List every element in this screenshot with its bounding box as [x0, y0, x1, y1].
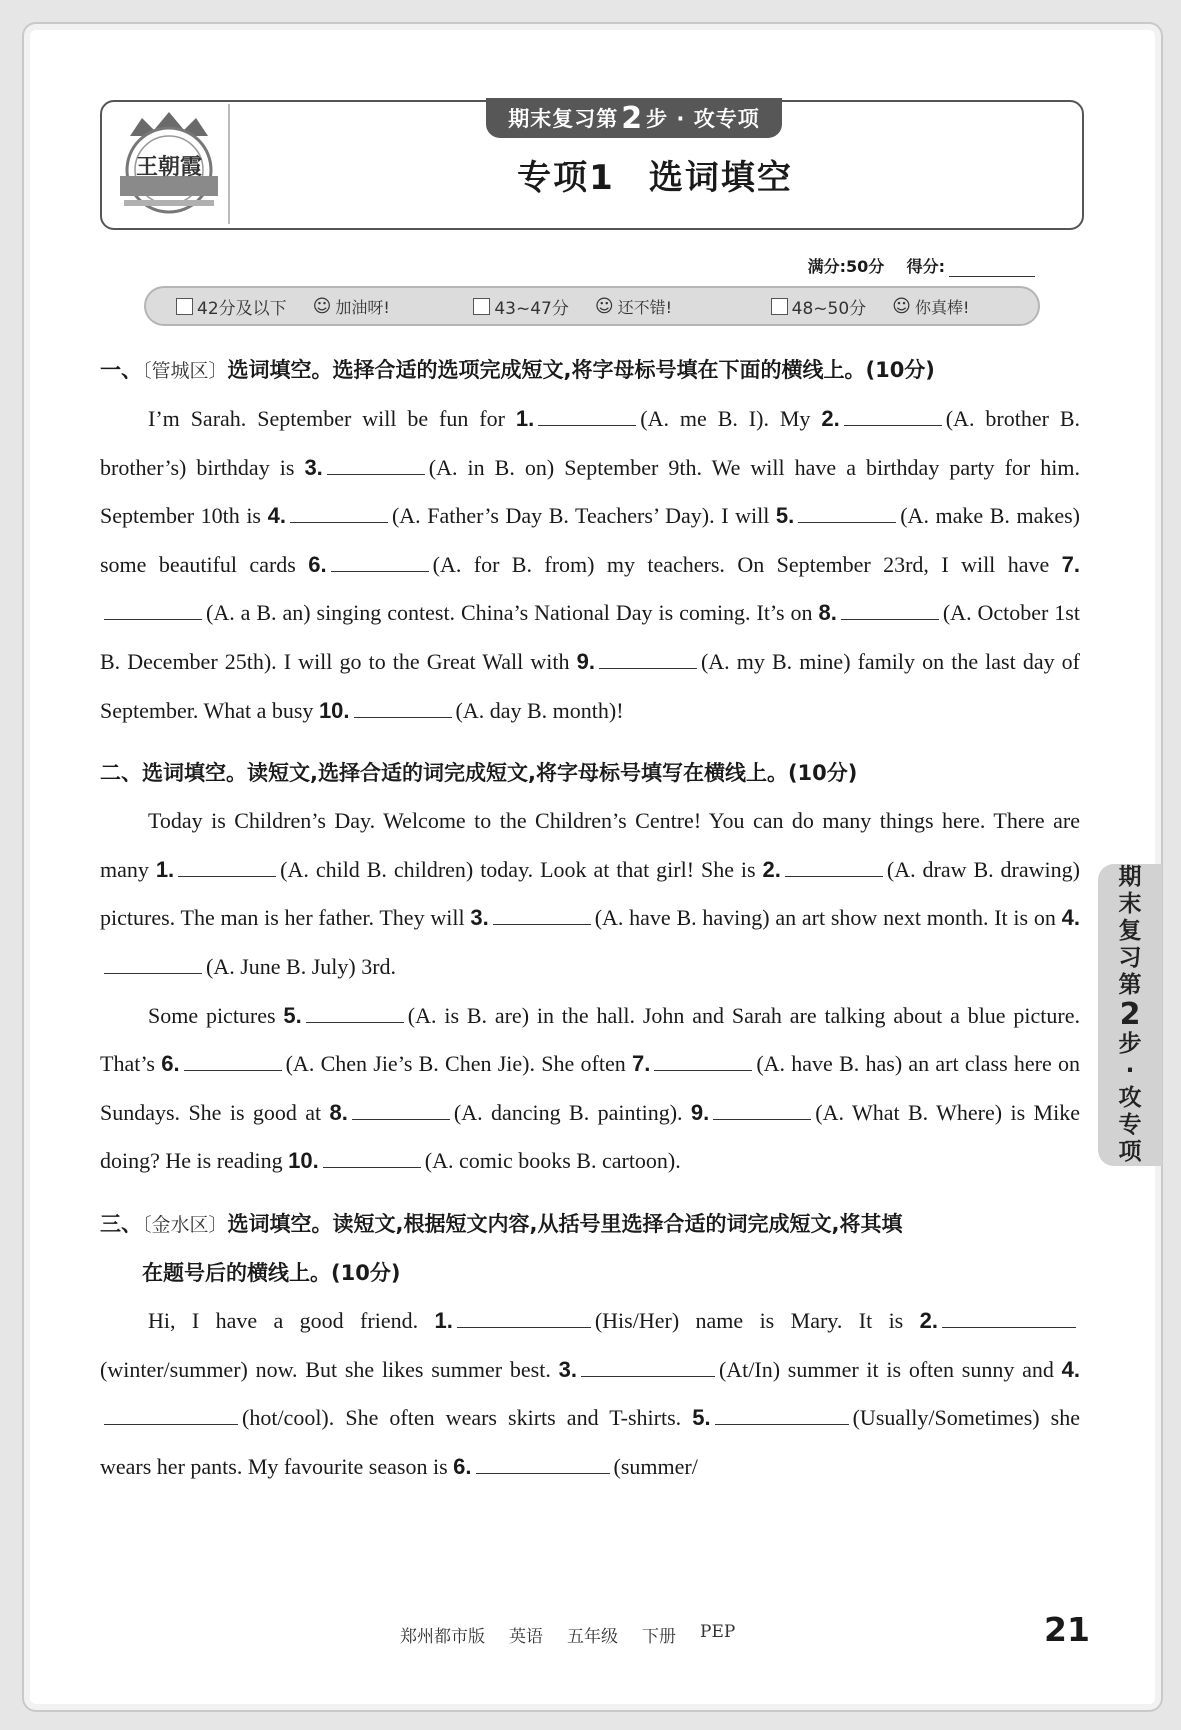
section3-number: 三、 [100, 1211, 142, 1236]
answer-blank[interactable] [354, 691, 452, 718]
score-line [808, 254, 1039, 277]
answer-blank[interactable] [476, 1447, 610, 1474]
rating-item [741, 294, 1038, 319]
footer-grade: 五年级 [567, 1627, 618, 1647]
answer-blank[interactable] [352, 1093, 450, 1120]
step-prefix: 期末复习第 [508, 107, 619, 131]
rating-range: 43~47分 [494, 298, 569, 319]
answer-blank[interactable] [104, 947, 202, 974]
answer-blank[interactable] [327, 448, 425, 475]
smiley-icon: ☺ [892, 295, 911, 317]
section1-number: 一、 [100, 358, 142, 382]
blank-number: 1. [155, 856, 175, 882]
blank-number: 3. [304, 454, 323, 480]
blank-number: 8. [329, 1099, 348, 1125]
blank-number: 5. [283, 1002, 302, 1028]
blank-number: 1. [515, 406, 535, 431]
blank-number: 2. [821, 406, 840, 431]
blank-number: 2. [919, 1307, 938, 1333]
side-step-tab: 期 末 复 习 第 2 步 · 攻 专 项 [1098, 864, 1162, 1166]
full-score-label: 满分:50分 [807, 257, 885, 276]
footer-series: PEP [700, 1622, 736, 1642]
answer-blank[interactable] [713, 1093, 811, 1120]
section3-heading [100, 1200, 1080, 1249]
answer-blank[interactable] [654, 1044, 752, 1071]
blank-number: 4. [1061, 905, 1080, 931]
footer-subject: 英语 [509, 1627, 543, 1647]
rating-praise: 加油呀! [335, 297, 390, 317]
rating-item [146, 294, 443, 319]
page-number: 21 [1044, 1610, 1090, 1649]
blank-number: 10. [318, 697, 350, 723]
answer-blank[interactable] [942, 1301, 1076, 1328]
answer-blank[interactable] [841, 593, 939, 620]
rating-praise: 你真棒! [914, 297, 970, 317]
district-tag: 〔管城区〕 [142, 360, 228, 382]
rating-checkbox[interactable] [473, 298, 490, 315]
answer-blank[interactable] [785, 850, 883, 877]
rating-praise: 还不错! [617, 297, 673, 317]
section1-passage: I’m Sarah. September will be fun for 1. (A. me B. I). My 2. (A. brother B. brother’s) birthday is 3. (A. in B. on) September 9th. We will have a birthday party for him. September 10th is 4. (A. Father’s Day B. Teachers’ Day). I will 5. (A. make B. makes) some beautiful cards 6. (A. for B. from) my teachers. On September 23rd, I will have 7.(A. a B. an) singing contest. China’s National Day is coming. It’s on 8. (A. October 1st B. December 25th). I will go to the Great Wall with 9. (A. my B. mine) family on the last day of September. What a busy 10. (A. day B. month)! [100, 395, 1080, 735]
answer-blank[interactable] [306, 996, 404, 1023]
blank-number: 9. [690, 1099, 710, 1125]
footer-edition: 郑州都市版 [400, 1627, 485, 1647]
footer [400, 1622, 900, 1647]
page-title [230, 150, 1080, 199]
answer-blank[interactable] [599, 642, 697, 669]
score-blank[interactable] [949, 260, 1035, 277]
blank-number: 5. [692, 1405, 711, 1431]
section2-passage-p2: Some pictures 5. (A. is B. are) in the hall. John and Sarah are talking about a blue picture. That’s 6. (A. Chen Jie’s B. Chen Jie). She often 7. (A. have B. has) an art class here on Sundays. She is good at 8. (A. dancing B. painting). 9. (A. What B. Where) is Mike doing? He is reading 10. (A. comic books B. cartoon). [100, 992, 1080, 1186]
publisher-logo [110, 104, 228, 222]
section1-heading [100, 346, 1080, 395]
rating-range: 42分及以下 [197, 298, 287, 319]
smiley-icon: ☺ [594, 295, 614, 317]
section3-passage: Hi, I have a good friend. 1. (His/Her) name is Mary. It is 2.(winter/summer) now. But she likes summer best. 3. (At/In) summer it is often sunny and 4.(hot/cool). She often wears skirts and T-shirts. 5. (Usually/Sometimes) she wears her pants. My favourite season is 6. (summer/ [100, 1297, 1080, 1491]
answer-blank[interactable] [184, 1044, 282, 1071]
blank-number: 6. [308, 551, 327, 577]
section1-instruction: 选词填空。选择合适的选项完成短文,将字母标号填在下面的横线上。(10分) [227, 358, 935, 382]
rating-checkbox[interactable] [176, 298, 193, 315]
answer-blank[interactable] [104, 1398, 238, 1425]
blank-number: 7. [631, 1051, 651, 1077]
answer-blank[interactable] [104, 593, 202, 620]
blank-number: 1. [434, 1307, 453, 1333]
section3-instruction-line1: 选词填空。读短文,根据短文内容,从括号里选择合适的词完成短文,将其填 [227, 1211, 903, 1236]
answer-blank[interactable] [178, 850, 276, 877]
answer-blank[interactable] [538, 399, 636, 426]
title-part1: 专项1 [517, 158, 615, 198]
blank-number: 2. [762, 856, 781, 882]
blank-number: 6. [453, 1453, 472, 1479]
answer-blank[interactable] [798, 496, 896, 523]
section3-heading-cont: 在题号后的横线上。(10分) [142, 1260, 401, 1285]
rating-bar [144, 286, 1040, 326]
answer-blank[interactable] [290, 496, 388, 523]
blank-number: 4. [267, 503, 286, 529]
footer-volume: 下册 [642, 1627, 676, 1647]
section2-heading: 二、选词填空。读短文,选择合适的词完成短文,将字母标号填写在横线上。(10分) [100, 761, 858, 786]
blank-number: 8. [818, 600, 837, 626]
answer-blank[interactable] [844, 399, 942, 426]
answer-blank[interactable] [457, 1301, 591, 1328]
blank-number: 7. [1061, 551, 1080, 577]
rating-item [443, 294, 740, 319]
step-banner [486, 98, 782, 138]
blank-number: 10. [288, 1148, 319, 1174]
answer-blank[interactable] [581, 1350, 715, 1377]
title-part2: 选词填空 [648, 158, 793, 198]
blank-number: 4. [1061, 1356, 1080, 1382]
blank-number: 5. [775, 503, 795, 529]
blank-number: 9. [576, 648, 595, 674]
step-suffix: 步 · 攻专项 [646, 107, 760, 131]
blank-number: 3. [558, 1356, 577, 1382]
smiley-icon: ☺ [312, 295, 332, 317]
rating-range: 48~50分 [791, 298, 867, 319]
logo-text: 王朝霞 [135, 154, 203, 180]
district-tag: 〔金水区〕 [142, 1213, 228, 1236]
answer-blank[interactable] [331, 545, 429, 572]
got-score-label: 得分: [906, 257, 945, 276]
blank-number: 3. [470, 905, 489, 931]
answer-blank[interactable] [493, 898, 591, 925]
section2-passage-p1: Today is Children’s Day. Welcome to the Children’s Centre! You can do many things here. There are many 1. (A. child B. children) today. Look at that girl! She is 2. (A. draw B. drawing) pictures. The man is her father. They will 3. (A. have B. having) an art show next month. It is on 4.(A. June B. July) 3rd. [100, 808, 1080, 979]
exercise-content [100, 352, 1080, 1491]
rating-checkbox[interactable] [771, 298, 788, 315]
answer-blank[interactable] [715, 1398, 849, 1425]
blank-number: 6. [161, 1051, 180, 1077]
step-number: 2 [621, 100, 644, 136]
answer-blank[interactable] [323, 1141, 421, 1168]
